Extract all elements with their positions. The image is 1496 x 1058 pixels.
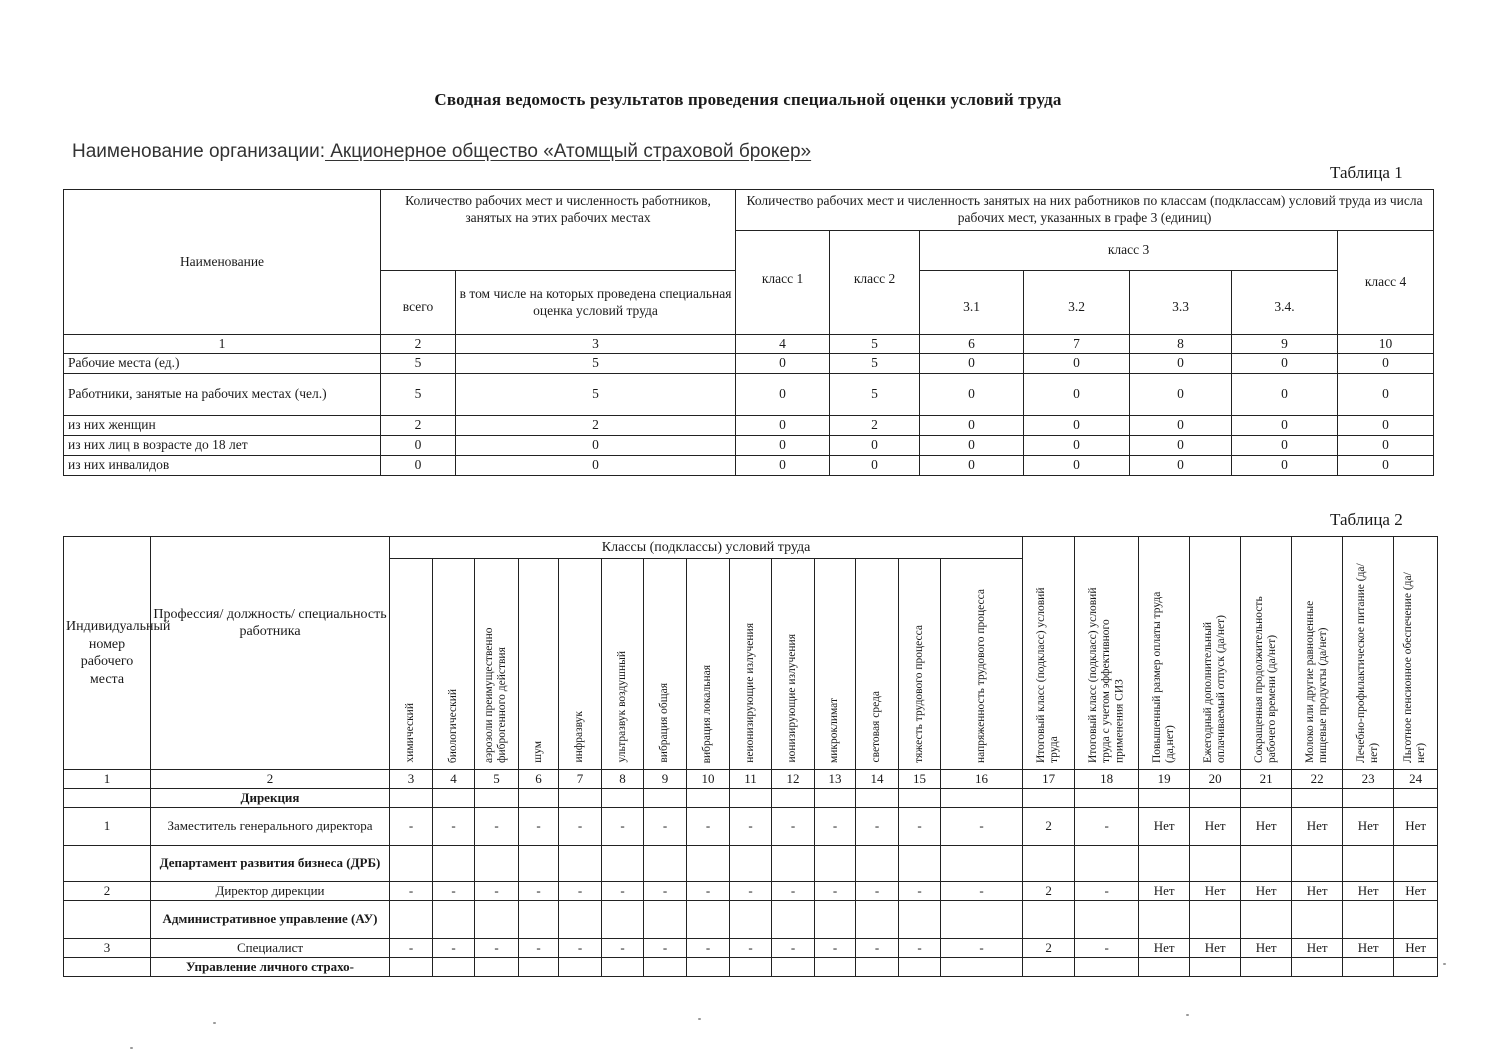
t2-col-number: 24 (1394, 770, 1438, 789)
t2-col-number: 18 (1075, 770, 1139, 789)
t2-factor-cell: - (602, 882, 644, 901)
t2-factor-cell: - (941, 882, 1023, 901)
t2-factor-cell: - (433, 882, 475, 901)
t2-col-number: 9 (644, 770, 687, 789)
t2-header-factor-ultrasound: ультразвук воздушный (602, 559, 644, 770)
t2-factor-cell: - (475, 808, 519, 846)
t1-cell: 0 (1024, 416, 1130, 436)
t2-header-factor-aerosols: аэрозоли преимущественно фиброгенного действия (475, 559, 519, 770)
t2-header-factor-heaviness: тяжесть трудового процесса (899, 559, 941, 770)
t2-header-factor-light: световая среда (856, 559, 899, 770)
t1-cell: 0 (1232, 354, 1338, 374)
t2-header-pay: Повышенный размер оплаты труда (да,нет) (1139, 537, 1190, 770)
t2-factor-cell: - (390, 882, 433, 901)
t2-header-factor-intensity: напряженность трудового процесса (941, 559, 1023, 770)
t2-milk: Нет (1292, 882, 1343, 901)
t2-section-row (64, 789, 1438, 808)
t1-cell: 0 (1232, 456, 1338, 476)
t2-header-vacation: Ежегодный дополнительный оплачиваемый отпуск (да/нет) (1190, 537, 1241, 770)
t1-cell: 2 (456, 416, 736, 436)
t2-header-short-time: Сокращенная продолжительность рабочего времени (да/нет) (1241, 537, 1292, 770)
t2-factor-cell: - (559, 939, 602, 958)
t2-factor-cell: - (475, 882, 519, 901)
scan-speck (213, 1022, 216, 1024)
t2-header-factor-vibration-local: вибрация локальная (687, 559, 730, 770)
t2-short-time: Нет (1241, 939, 1292, 958)
t2-header-factor-noise: шум (519, 559, 559, 770)
t1-cell: 5 (381, 354, 456, 374)
t2-factor-cell: - (815, 882, 856, 901)
t1-cell: 0 (1232, 374, 1338, 416)
t1-cell: 0 (381, 436, 456, 456)
t2-factor-cell: - (687, 808, 730, 846)
t2-header-factor-biological: биологический (433, 559, 475, 770)
t2-factor-cell: - (772, 939, 815, 958)
t1-header-sub31: 3.1 (920, 271, 1024, 335)
t2-header-classes-group: Классы (подклассы) условий труда (390, 537, 1023, 559)
organization-label: Наименование организации: (72, 141, 325, 162)
t2-workplace-no: 2 (64, 882, 151, 901)
t1-col-number: 3 (456, 335, 736, 354)
t1-cell: 0 (381, 456, 456, 476)
t1-row-name: Работники, занятые на рабочих местах (чел.) (64, 374, 381, 416)
t2-factor-cell: - (559, 882, 602, 901)
t2-col-number: 10 (687, 770, 730, 789)
t2-pay: Нет (1139, 808, 1190, 846)
t2-factor-cell: - (730, 939, 772, 958)
t2-factor-cell: - (899, 808, 941, 846)
t2-factor-cell: - (856, 882, 899, 901)
t2-col-number: 15 (899, 770, 941, 789)
t2-header-milk: Молоко или другие равноценные пищевые продукты (да/нет) (1292, 537, 1343, 770)
t1-header-class1: класс 1 (736, 231, 830, 335)
t2-workplace-no: 1 (64, 808, 151, 846)
t1-cell: 2 (381, 416, 456, 436)
t2-col-number: 11 (730, 770, 772, 789)
t1-col-number: 6 (920, 335, 1024, 354)
t1-cell: 0 (456, 456, 736, 476)
t1-cell: 0 (1232, 436, 1338, 456)
t2-col-number: 20 (1190, 770, 1241, 789)
scan-speck (130, 1047, 133, 1049)
t2-factor-cell: - (730, 808, 772, 846)
t1-cell: 0 (1130, 436, 1232, 456)
t1-row (64, 354, 1434, 374)
t2-header-final-class-siz: Итоговый класс (подкласс) условий труда с учетом эффективного применения СИЗ (1075, 537, 1139, 770)
t1-cell: 0 (736, 374, 830, 416)
t2-header-factor-chemical: химический (390, 559, 433, 770)
t2-factor-cell: - (644, 939, 687, 958)
t2-milk: Нет (1292, 808, 1343, 846)
t1-cell: 0 (1338, 416, 1434, 436)
table1-label: Таблица 1 (1330, 163, 1403, 182)
t2-header-profession: Профессия/ должность/ специальность работника (151, 537, 390, 770)
t2-factor-cell: - (475, 939, 519, 958)
t2-workplace-no: 3 (64, 939, 151, 958)
t1-cell: 0 (1338, 436, 1434, 456)
t1-cell: 0 (456, 436, 736, 456)
t2-pension: Нет (1394, 882, 1438, 901)
t2-position: Директор дирекции (151, 882, 390, 901)
t2-final-class-siz: - (1075, 882, 1139, 901)
t2-final-class: 2 (1023, 939, 1075, 958)
summary-table (63, 189, 1434, 476)
t1-cell: 0 (830, 436, 920, 456)
t2-header-final-class: Итоговый класс (подкласс) условий труда (1023, 537, 1075, 770)
t1-header-sub33: 3.3 (1130, 271, 1232, 335)
t2-short-time: Нет (1241, 808, 1292, 846)
organization-line (72, 141, 811, 163)
scan-speck (1443, 963, 1446, 965)
t2-factor-cell: - (772, 882, 815, 901)
t2-factor-cell: - (433, 808, 475, 846)
t2-section-title: Управление личного страхо- (151, 958, 390, 977)
t2-pay: Нет (1139, 939, 1190, 958)
t1-cell: 0 (920, 354, 1024, 374)
t2-col-number: 6 (519, 770, 559, 789)
t1-cell: 0 (1130, 354, 1232, 374)
t2-row (64, 808, 1438, 846)
t1-cell: 5 (456, 374, 736, 416)
t2-factor-cell: - (815, 808, 856, 846)
t2-col-number: 5 (475, 770, 519, 789)
t1-cell: 0 (736, 436, 830, 456)
t2-header-factor-ionizing: ионизирующие излучения (772, 559, 815, 770)
t2-factor-cell: - (519, 808, 559, 846)
t1-header-class4: класс 4 (1338, 231, 1434, 335)
t1-row (64, 374, 1434, 416)
t1-cell: 0 (920, 456, 1024, 476)
workplaces-table (63, 536, 1438, 977)
t2-final-class-siz: - (1075, 939, 1139, 958)
t1-cell: 0 (1338, 354, 1434, 374)
t1-cell: 2 (830, 416, 920, 436)
t1-cell: 5 (456, 354, 736, 374)
t1-cell: 0 (920, 416, 1024, 436)
t1-col-number: 4 (736, 335, 830, 354)
scan-speck (698, 1018, 701, 1020)
t1-col-number: 9 (1232, 335, 1338, 354)
t2-section-row (64, 901, 1438, 939)
t2-section-row (64, 958, 1438, 977)
t2-factor-cell: - (644, 808, 687, 846)
t1-row-name: из них лиц в возрасте до 18 лет (64, 436, 381, 456)
t1-cell: 0 (1130, 456, 1232, 476)
t2-factor-cell: - (390, 808, 433, 846)
t1-col-number: 1 (64, 335, 381, 354)
t2-header-pension: Льготное пенсионное обеспечение (да/нет) (1394, 537, 1438, 770)
t1-cell: 0 (1024, 456, 1130, 476)
t1-header-assessed: в том числе на которых проведена специальная оценка условий труда (456, 271, 736, 335)
t2-header-factor-infrasound: инфразвук (559, 559, 602, 770)
t2-factor-cell: - (519, 939, 559, 958)
t1-cell: 5 (830, 374, 920, 416)
t2-row (64, 882, 1438, 901)
t2-factor-cell: - (856, 939, 899, 958)
t2-factor-cell: - (941, 808, 1023, 846)
t2-pension: Нет (1394, 939, 1438, 958)
t1-header-count-group: Количество рабочих мест и численность работников, занятых на этих рабочих местах (381, 190, 736, 271)
t2-header-factor-microclimate: микроклимат (815, 559, 856, 770)
t2-col-number: 22 (1292, 770, 1343, 789)
t1-col-number: 5 (830, 335, 920, 354)
t2-factor-cell: - (687, 939, 730, 958)
t1-header-sub32: 3.2 (1024, 271, 1130, 335)
t1-row-name: из них женщин (64, 416, 381, 436)
t2-factor-cell: - (730, 882, 772, 901)
t1-row-name: Рабочие места (ед.) (64, 354, 381, 374)
t2-factor-cell: - (644, 882, 687, 901)
t2-factor-cell: - (602, 808, 644, 846)
t2-vacation: Нет (1190, 808, 1241, 846)
t1-row (64, 436, 1434, 456)
t2-col-number: 14 (856, 770, 899, 789)
t1-cell: 5 (830, 354, 920, 374)
t1-cell: 0 (1024, 374, 1130, 416)
t1-cell: 0 (920, 374, 1024, 416)
t2-col-number: 2 (151, 770, 390, 789)
t1-col-number: 8 (1130, 335, 1232, 354)
t2-col-number: 21 (1241, 770, 1292, 789)
t1-cell: 0 (1130, 416, 1232, 436)
t2-milk: Нет (1292, 939, 1343, 958)
t2-header-factor-vibration-general: вибрация общая (644, 559, 687, 770)
t2-pay: Нет (1139, 882, 1190, 901)
t2-header-nutrition: Лечебно-профилактическое питание (да/нет) (1343, 537, 1394, 770)
t2-position: Специалист (151, 939, 390, 958)
t1-header-class3: класс 3 (920, 231, 1338, 271)
t2-short-time: Нет (1241, 882, 1292, 901)
t1-row-name: из них инвалидов (64, 456, 381, 476)
t1-cell: 0 (1024, 354, 1130, 374)
t1-cell: 0 (1338, 456, 1434, 476)
t2-nutrition: Нет (1343, 939, 1394, 958)
t1-cell: 0 (1130, 374, 1232, 416)
t2-final-class: 2 (1023, 882, 1075, 901)
t2-factor-cell: - (433, 939, 475, 958)
t2-col-number: 17 (1023, 770, 1075, 789)
t2-col-number: 7 (559, 770, 602, 789)
t2-factor-cell: - (815, 939, 856, 958)
t2-factor-cell: - (519, 882, 559, 901)
t2-position: Заместитель генерального директора (151, 808, 390, 846)
t2-section-title: Департамент развития бизнеса (ДРБ) (151, 846, 390, 882)
t2-col-number: 4 (433, 770, 475, 789)
t1-row (64, 416, 1434, 436)
organization-name: Акционерное общество «Атомщый страховой брокер» (324, 141, 812, 162)
t1-cell: 0 (1338, 374, 1434, 416)
t1-cell: 0 (1232, 416, 1338, 436)
t2-section-title: Административное управление (АУ) (151, 901, 390, 939)
t2-nutrition: Нет (1343, 882, 1394, 901)
t2-column-numbers (64, 770, 1438, 789)
t2-factor-cell: - (941, 939, 1023, 958)
t2-final-class: 2 (1023, 808, 1075, 846)
t1-header-classes-group: Количество рабочих мест и численность занятых на них работников по классам (подклассам) условий труда из числа рабочих мест, указанных в графе 3 (единиц) (736, 190, 1434, 231)
t2-factor-cell: - (390, 939, 433, 958)
t1-col-number: 7 (1024, 335, 1130, 354)
t2-row (64, 939, 1438, 958)
document-title: Сводная ведомость результатов проведения специальной оценки условий труда (434, 90, 1062, 109)
t2-col-number: 13 (815, 770, 856, 789)
t2-vacation: Нет (1190, 939, 1241, 958)
t1-cell: 5 (381, 374, 456, 416)
t2-factor-cell: - (559, 808, 602, 846)
t2-factor-cell: - (899, 882, 941, 901)
t1-cell: 0 (1024, 436, 1130, 456)
t2-section-title: Дирекция (151, 789, 390, 808)
t2-factor-cell: - (772, 808, 815, 846)
t2-factor-cell: - (899, 939, 941, 958)
t1-cell: 0 (736, 416, 830, 436)
t2-col-number: 1 (64, 770, 151, 789)
t2-final-class-siz: - (1075, 808, 1139, 846)
t2-factor-cell: - (856, 808, 899, 846)
t2-vacation: Нет (1190, 882, 1241, 901)
t2-col-number: 16 (941, 770, 1023, 789)
t2-header-factor-nonionizing: неионизирующие излучения (730, 559, 772, 770)
t2-header-workplace-no: Индивидуальный номер рабочего места (64, 537, 151, 770)
t2-section-row (64, 846, 1438, 882)
t1-cell: 0 (830, 456, 920, 476)
t1-header-total: всего (381, 271, 456, 335)
t1-header-name: Наименование (64, 190, 381, 335)
t2-factor-cell: - (602, 939, 644, 958)
t2-col-number: 23 (1343, 770, 1394, 789)
t2-factor-cell: - (687, 882, 730, 901)
t2-col-number: 8 (602, 770, 644, 789)
t1-row (64, 456, 1434, 476)
t1-col-number: 10 (1338, 335, 1434, 354)
t1-header-sub34: 3.4. (1232, 271, 1338, 335)
t1-cell: 0 (736, 354, 830, 374)
scan-speck (1186, 1014, 1189, 1016)
t1-header-class2: класс 2 (830, 231, 920, 335)
t1-cell: 0 (920, 436, 1024, 456)
t2-col-number: 3 (390, 770, 433, 789)
t2-pension: Нет (1394, 808, 1438, 846)
table2-label: Таблица 2 (1330, 510, 1403, 529)
t2-col-number: 19 (1139, 770, 1190, 789)
t2-col-number: 12 (772, 770, 815, 789)
t1-cell: 0 (736, 456, 830, 476)
t2-nutrition: Нет (1343, 808, 1394, 846)
t1-column-numbers (64, 335, 1434, 354)
t1-col-number: 2 (381, 335, 456, 354)
